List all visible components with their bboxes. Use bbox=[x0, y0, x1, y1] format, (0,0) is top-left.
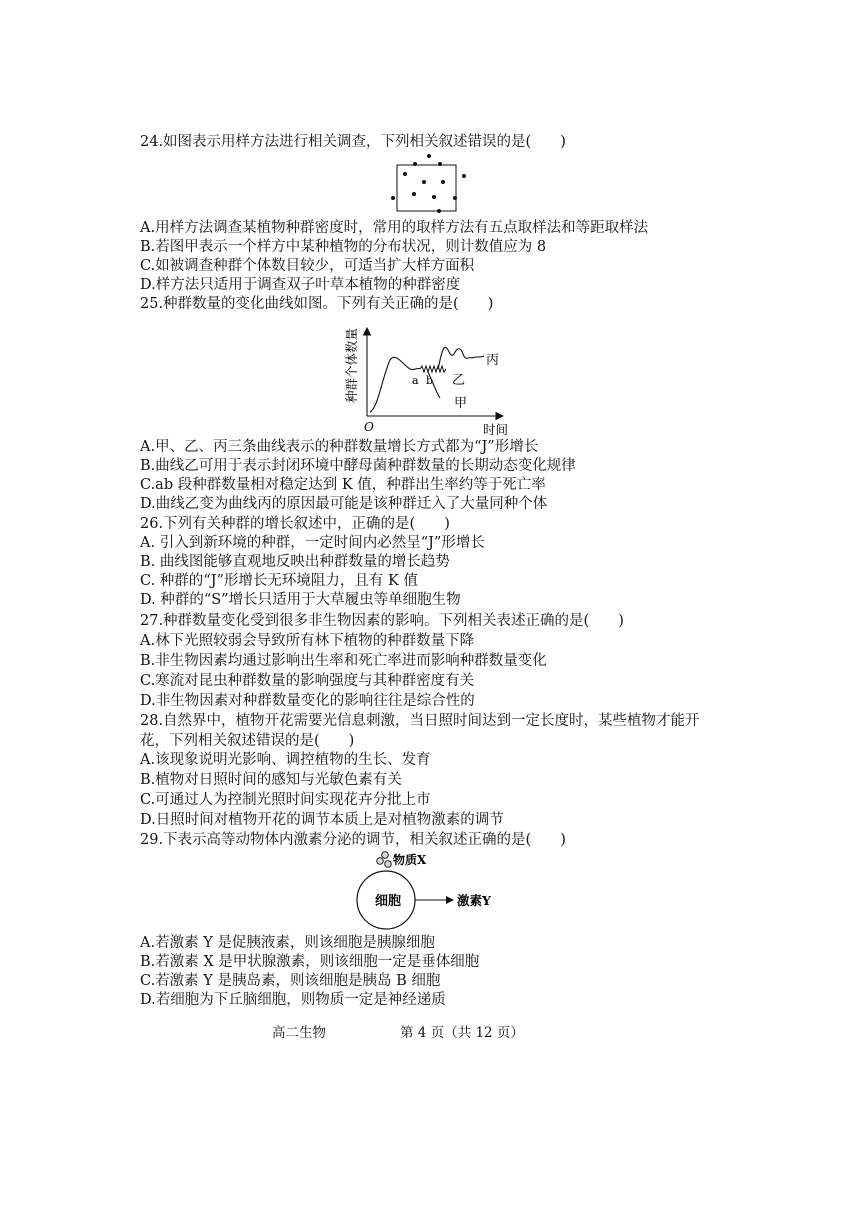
q28-option-c: C.可通过人为控制光照时间实现花卉分批上市 bbox=[140, 792, 431, 808]
hormone-regulation-figure bbox=[350, 850, 510, 934]
q25-option-d: D.曲线乙变为曲线丙的原因最可能是该种群迁入了大量同种个体 bbox=[140, 496, 548, 512]
cell-label: 细胞 bbox=[375, 894, 402, 909]
point-b-label: b bbox=[426, 374, 434, 387]
substance-x-label: 物质X bbox=[393, 853, 427, 867]
x-axis-label: 时间 bbox=[483, 422, 509, 437]
plant-dot bbox=[427, 154, 431, 158]
q26-option-c: C. 种群的“J”形增长无环境阻力，且有 K 值 bbox=[140, 573, 418, 589]
plant-dot bbox=[432, 195, 436, 199]
population-curve-figure bbox=[340, 318, 520, 438]
q25-option-c: C.ab 段种群数量相对稳定达到 K 值，种群出生率约等于死亡率 bbox=[140, 477, 546, 493]
q29-option-d: D.若细胞为下丘脑细胞，则物质一定是神经递质 bbox=[140, 992, 446, 1008]
origin-label: O bbox=[364, 420, 374, 434]
q27-stem: 27.种群数量变化受到很多非生物因素的影响。下列相关表述正确的是( ) bbox=[140, 613, 624, 629]
footer-subject: 高二生物 bbox=[272, 1025, 326, 1041]
plant-dot bbox=[437, 209, 441, 213]
curve-jia-label: 甲 bbox=[454, 396, 468, 411]
q24-option-b: B.若图甲表示一个样方中某种植物的分布状况，则计数值应为 8 bbox=[140, 239, 547, 255]
plant-dot bbox=[462, 174, 466, 178]
point-a-label: a bbox=[412, 374, 419, 387]
molecule-icon bbox=[377, 858, 384, 865]
q24-option-d: D.样方法只适用于调查双子叶草本植物的种群密度 bbox=[140, 277, 461, 293]
y-axis-label: 种群个体数量 bbox=[344, 327, 359, 403]
q29-option-c: C.若激素 Y 是胰岛素，则该细胞是胰岛 B 细胞 bbox=[140, 973, 441, 989]
q26-option-d: D. 种群的“S”增长只适用于大草履虫等单细胞生物 bbox=[140, 592, 461, 608]
q28-option-d: D.日照时间对植物开花的调节本质上是对植物激素的调节 bbox=[140, 812, 504, 828]
plant-dot bbox=[412, 192, 416, 196]
q25-option-a: A.甲、乙、丙三条曲线表示的种群数量增长方式都为“J”形增长 bbox=[140, 439, 539, 455]
q26-option-a: A. 引入到新环境的种群，一定时间内必然呈“J”形增长 bbox=[140, 535, 485, 551]
q24-option-a: A.用样方法调查某植物种群密度时，常用的取样方法有五点取样法和等距取样法 bbox=[140, 220, 649, 236]
plant-dots bbox=[391, 154, 466, 213]
q26-stem: 26.下列有关种群的增长叙述中，正确的是( ) bbox=[140, 516, 450, 532]
q25-option-b: B.曲线乙可用于表示封闭环境中酵母菌种群数量的长期动态变化规律 bbox=[140, 458, 576, 474]
plant-dot bbox=[391, 196, 395, 200]
plant-dot bbox=[422, 180, 426, 184]
q27-option-b: B.非生物因素均通过影响出生率和死亡率进而影响种群数量变化 bbox=[140, 653, 547, 669]
q28-stem-line2: 花，下列相关叙述错误的是( ) bbox=[140, 733, 355, 749]
plant-dot bbox=[441, 180, 445, 184]
curve-bing-label: 丙 bbox=[486, 353, 500, 368]
plant-dot bbox=[438, 162, 442, 166]
curve-stable-segment bbox=[420, 366, 446, 372]
q29-option-b: B.若激素 X 是甲状腺激素，则该细胞一定是垂体细胞 bbox=[140, 954, 480, 970]
q28-option-a: A.该现象说明光影响、调控植物的生长、发育 bbox=[140, 752, 431, 768]
q28-option-b: B.植物对日照时间的感知与光敏色素有关 bbox=[140, 772, 402, 788]
curve-yi-label: 乙 bbox=[452, 373, 466, 388]
q29-stem: 29.下表示高等动物体内激素分泌的调节，相关叙述正确的是( ) bbox=[140, 832, 566, 848]
q25-stem: 25.种群数量的变化曲线如图。下列有关正确的是( ) bbox=[140, 296, 494, 312]
q27-option-a: A.林下光照较弱会导致所有林下植物的种群数量下降 bbox=[140, 633, 475, 649]
hormone-y-label: 激素Y bbox=[457, 893, 491, 908]
quadrat-figure bbox=[388, 153, 468, 217]
q24-option-c: C.如被调查种群个体数目较少，可适当扩大样方面积 bbox=[140, 258, 475, 274]
q27-option-c: C.寒流对昆虫种群数量的影响强度与其种群密度有关 bbox=[140, 673, 475, 689]
q26-option-b: B. 曲线图能够直观地反映出种群数量的增长趋势 bbox=[140, 554, 450, 570]
quadrat-square bbox=[397, 165, 456, 211]
q24-stem: 24.如图表示用样方法进行相关调查，下列相关叙述错误的是( ) bbox=[140, 134, 566, 150]
plant-dot bbox=[403, 172, 407, 176]
molecule-icon bbox=[385, 861, 392, 868]
q27-option-d: D.非生物因素对种群数量变化的影响往往是综合性的 bbox=[140, 693, 475, 709]
substance-x-molecules bbox=[377, 852, 392, 868]
q28-stem-line1: 28.自然界中，植物开花需要光信息刺激，当日照时间达到一定长度时，某些植物才能开 bbox=[140, 713, 700, 729]
curve-bing bbox=[438, 347, 484, 369]
molecule-icon bbox=[382, 852, 389, 859]
footer-page-number: 第 4 页（共 12 页） bbox=[400, 1025, 524, 1041]
q29-option-a: A.若激素 Y 是促胰液素，则该细胞是胰腺细胞 bbox=[140, 935, 435, 951]
plant-dot bbox=[413, 162, 417, 166]
plant-dot bbox=[453, 196, 457, 200]
